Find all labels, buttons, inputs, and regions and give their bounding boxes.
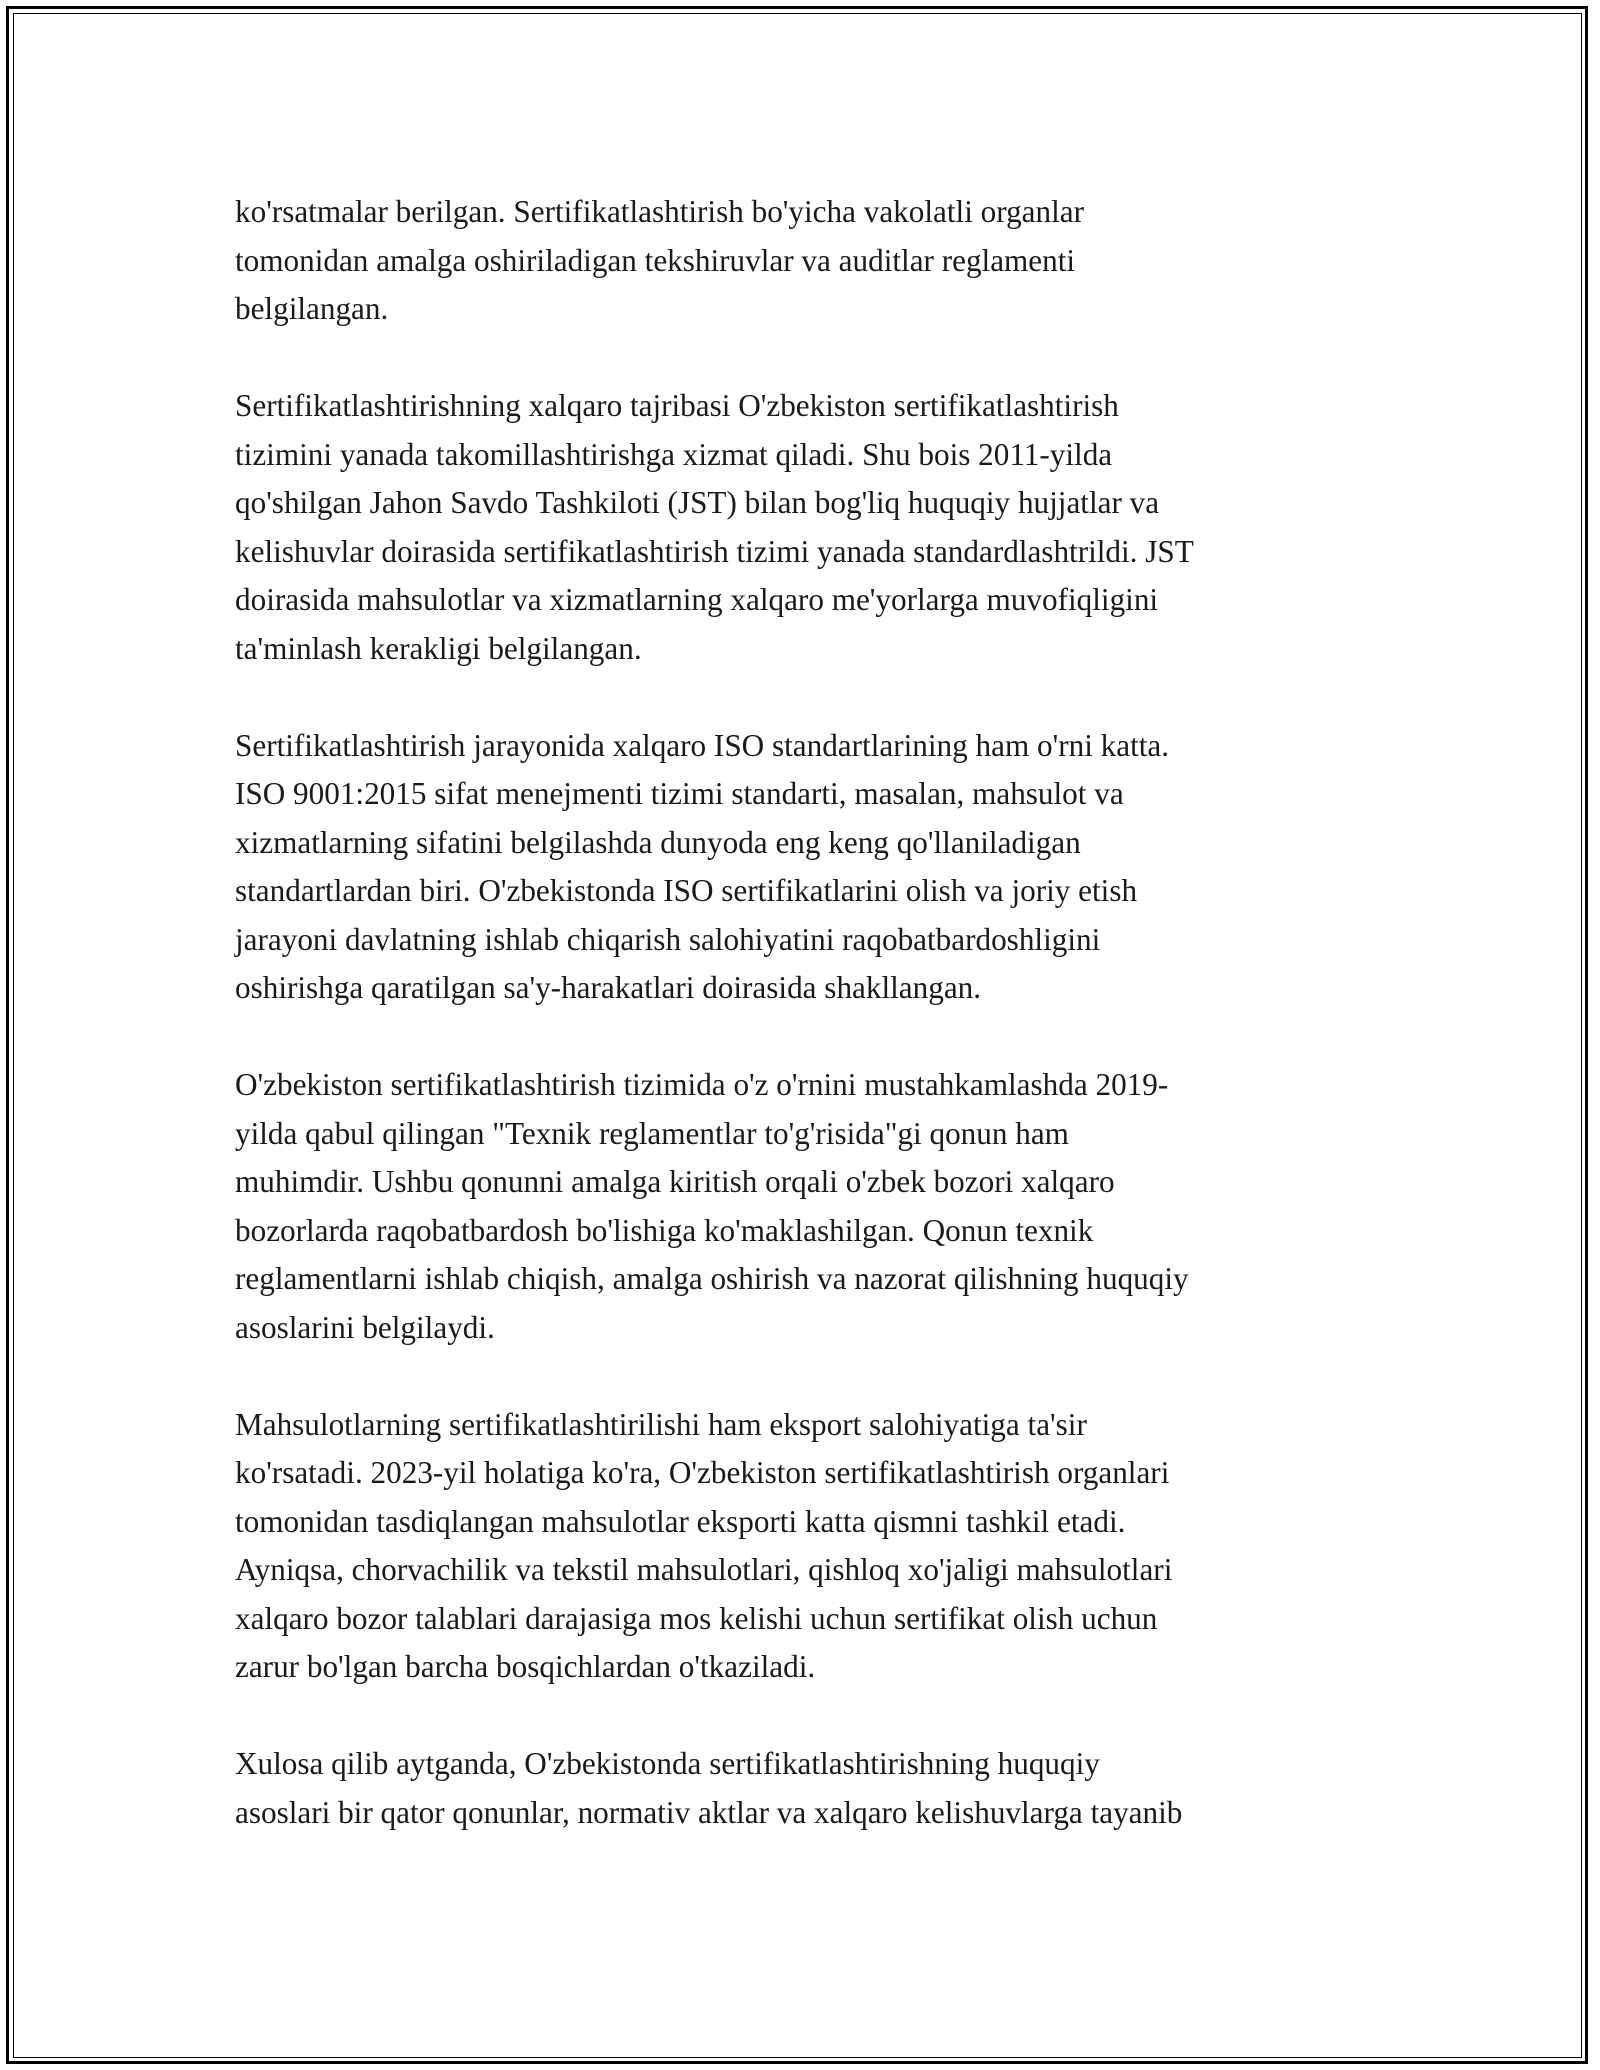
- paragraph: [235, 1061, 1375, 1352]
- paragraph: [235, 382, 1375, 673]
- text-line: tizimini yanada takomillashtirishga xizmat qiladi. Shu bois 2011-yilda: [235, 436, 1113, 472]
- text-line: reglamentlarni ishlab chiqish, amalga oshirish va nazorat qilishning huquqiy: [235, 1261, 1189, 1296]
- text-line: xalqaro bozor talablari darajasiga mos kelishi uchun sertifikat olish uchun: [235, 1600, 1158, 1636]
- text-line: Sertifikatlashtirishning xalqaro tajribasi O'zbekiston sertifikatlashtirish: [235, 388, 1119, 423]
- text-line: O'zbekiston sertifikatlashtirish tizimida o'z o'rnini mustahkamlashda 2019-: [235, 1067, 1169, 1102]
- paragraph: [235, 1401, 1375, 1692]
- text-line: Ayniqsa, chorvachilik va tekstil mahsulotlari, qishloq xo'jaligi mahsulotlari: [235, 1552, 1173, 1587]
- document-body: [235, 188, 1375, 1886]
- text-line: ko'rsatadi. 2023-yil holatiga ko'ra, O'zbekiston sertifikatlashtirish organlari: [235, 1455, 1170, 1490]
- paragraph: [235, 188, 1375, 334]
- text-line: asoslarini belgilaydi.: [235, 1309, 495, 1345]
- text-line: Xulosa qilib aytganda, O'zbekistonda sertifikatlashtirishning huquqiy: [235, 1746, 1100, 1781]
- text-line: qo'shilgan Jahon Savdo Tashkiloti (JST) bilan bog'liq huquqiy hujjatlar va: [235, 485, 1160, 520]
- text-line: yilda qabul qilingan "Texnik reglamentlar to'g'risida"gi qonun ham: [235, 1115, 1069, 1151]
- text-line: jarayoni davlatning ishlab chiqarish salohiyatini raqobatbardoshligini: [235, 921, 1101, 957]
- text-line: tomonidan amalga oshiriladigan tekshiruvlar va auditlar reglamenti: [235, 242, 1076, 278]
- text-line: muhimdir. Ushbu qonunni amalga kiritish orqali o'zbek bozori xalqaro: [235, 1164, 1115, 1199]
- text-line: doirasida mahsulotlar va xizmatlarning xalqaro me'yorlarga muvofiqligini: [235, 582, 1159, 617]
- text-line: standartlardan biri. O'zbekistonda ISO sertifikatlarini olish va joriy etish: [235, 873, 1138, 908]
- text-line: ta'minlash kerakligi belgilangan.: [235, 630, 642, 666]
- text-line: oshirishga qaratilgan sa'y-harakatlari doirasida shakllangan.: [235, 970, 982, 1005]
- text-line: asoslari bir qator qonunlar, normativ aktlar va xalqaro kelishuvlarga tayanib: [235, 1794, 1183, 1830]
- paragraph: [235, 722, 1375, 1013]
- text-line: ISO 9001:2015 sifat menejmenti tizimi standarti, masalan, mahsulot va: [235, 776, 1124, 811]
- text-line: Mahsulotlarning sertifikatlashtirilishi ham eksport salohiyatiga ta'sir: [235, 1406, 1087, 1442]
- text-line: xizmatlarning sifatini belgilashda dunyoda eng keng qo'llaniladigan: [235, 824, 1081, 860]
- text-line: kelishuvlar doirasida sertifikatlashtirish tizimi yanada standardlashtrildi. JST: [235, 533, 1194, 569]
- text-line: tomonidan tasdiqlangan mahsulotlar eksporti katta qismni tashkil etadi.: [235, 1503, 1126, 1539]
- text-line: Sertifikatlashtirish jarayonida xalqaro ISO standartlarining ham o'rni katta.: [235, 727, 1170, 763]
- text-line: zarur bo'lgan barcha bosqichlardan o'tkaziladi.: [235, 1649, 816, 1684]
- text-line: belgilangan.: [235, 291, 389, 326]
- text-line: ko'rsatmalar berilgan. Sertifikatlashtirish bo'yicha vakolatli organlar: [235, 194, 1085, 229]
- text-line: bozorlarda raqobatbardosh bo'lishiga ko'maklashilgan. Qonun texnik: [235, 1212, 1094, 1248]
- paragraph: [235, 1740, 1375, 1837]
